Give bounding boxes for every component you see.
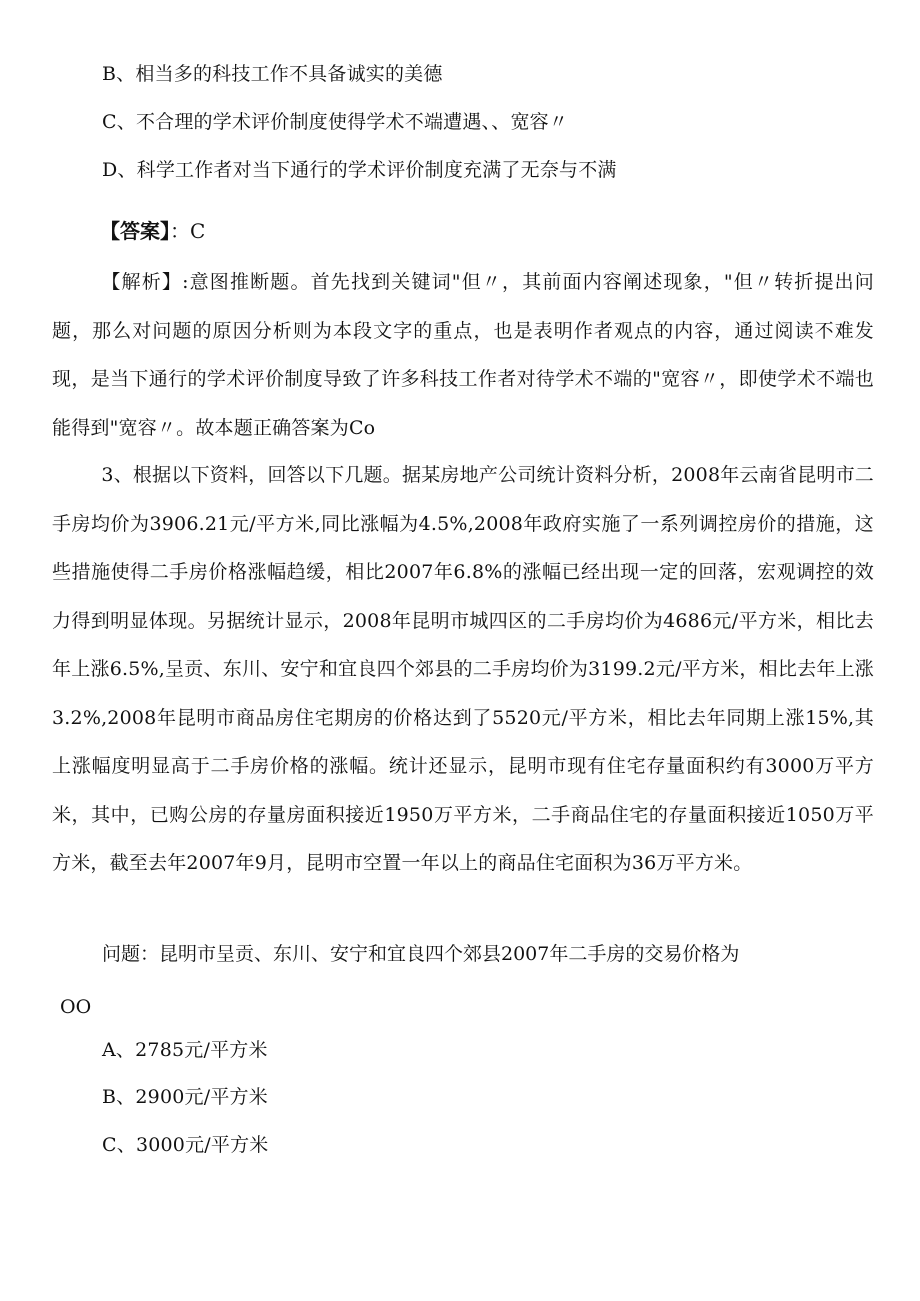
- analysis-paragraph: [52, 258, 874, 452]
- previous-option-c: C、不合理的学术评价制度使得学术不端遭遇、、宽容〃: [102, 111, 569, 133]
- option-b: B、2900元/平方米: [102, 1086, 268, 1108]
- answer-value: ：C: [170, 219, 206, 243]
- answer-label: 【答案】: [100, 219, 170, 243]
- analysis-label: 【解析】: [101, 271, 183, 293]
- previous-option-d: D、科学工作者对当下通行的学术评价制度充满了无奈与不满: [102, 159, 617, 181]
- option-a: A、2785元/平方米: [102, 1039, 268, 1061]
- previous-option-b: B、相当多的科技工作不具备诚实的美德: [102, 63, 443, 85]
- question-blank: OO: [60, 996, 92, 1018]
- answer-line: [100, 218, 205, 244]
- material-paragraph: 3、根据以下资料，回答以下几题。据某房地产公司统计资料分析，2008年云南省昆明市二手房均价为3906.21元/平方米,同比涨幅为4.5%,2008年政府实施了一系列调控房价的措施，这些措施使得二手房价格涨幅趋缓，相比2007年6.8%的涨幅已经出现一定的回落，宏观调控的效力得到明显体现。另据统计显示，2008年昆明市城四区的二手房均价为4686元/平方米，相比去年上涨6.5%,呈贡、东川、安宁和宜良四个郊县的二手房均价为3199.2元/平方米，相比去年上涨3.2%,2008年昆明市商品房住宅期房的价格达到了5520元/平方米，相比去年同期上涨15%,其上涨幅度明显高于二手房价格的涨幅。统计还显示，昆明市现有住宅存量面积约有3000万平方米，其中，已购公房的存量房面积接近1950万平方米，二手商品住宅的存量面积接近1050万平方米，截至去年2007年9月，昆明市空置一年以上的商品住宅面积为36万平方米。: [52, 464, 874, 874]
- option-c: C、3000元/平方米: [102, 1134, 269, 1156]
- question-text: 问题：昆明市呈贡、东川、安宁和宜良四个郊县2007年二手房的交易价格为: [102, 943, 740, 965]
- analysis-text: :意图推断题。首先找到关键词"但〃，其前面内容阐述现象，"但〃转折提出问题，那么对问题的原因分析则为本段文字的重点，也是表明作者观点的内容，通过阅读不难发现，是当下通行的学术评价制度导致了许多科技工作者对待学术不端的"宽容〃，即使学术不端也能得到"宽容〃。故本题正确答案为Co: [52, 271, 874, 439]
